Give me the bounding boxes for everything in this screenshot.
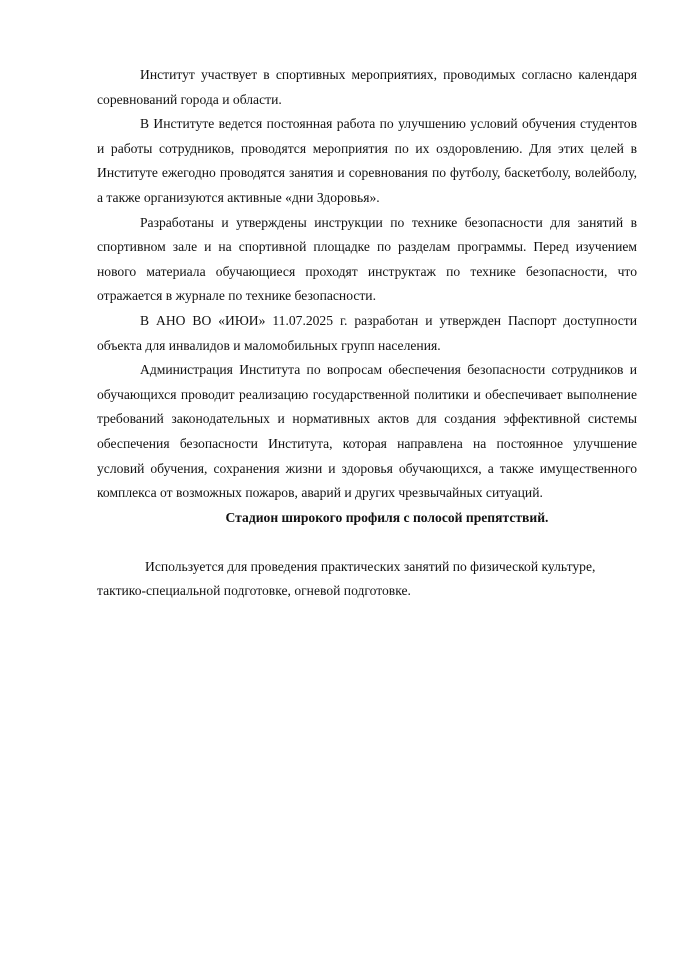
spacer <box>97 530 637 555</box>
document-page <box>97 63 637 604</box>
paragraph-stadium-usage: Используется для проведения практических занятий по физической культуре, тактико-специальной подготовке, огневой подготовке. <box>97 558 596 599</box>
section-heading-stadium: Стадион широкого профиля с полосой препятствий. <box>225 509 549 525</box>
paragraph-health-improvement: В Институте ведется постоянная работа по улучшению условий обучения студентов и работы сотрудников, проводятся мероприятия по их оздоровлению. Для этих целей в Институте ежегодно проводятся занятия и соревнования по футболу, баскетболу, волейболу, а также организуются активные «дни Здоровья». <box>97 116 637 205</box>
paragraph-sports-events: Институт участвует в спортивных мероприятиях, проводимых согласно календаря соревнований города и области. <box>97 67 637 107</box>
paragraph-safety-instructions: Разработаны и утверждены инструкции по технике безопасности для занятий в спортивном зале и на спортивной площадке по разделам программы. Перед изучением нового материала обучающиеся проходят инструктаж по технике безопасности, что отражается в журнале по технике безопасности. <box>97 214 637 304</box>
paragraph-accessibility-passport: В АНО ВО «ИЮИ» 11.07.2025 г. разработан и утвержден Паспорт доступности объекта для инвалидов и маломобильных групп населения. <box>97 312 637 353</box>
paragraph-administration-safety: Администрация Института по вопросам обеспечения безопасности сотрудников и обучающихся проводит реализацию государственной политики и обеспечивает выполнение требований законодательных и нормативных актов для создания эффективной системы обеспечения безопасности Института, которая направлена на постоянное улучшение условий обучения, сохранения жизни и здоровья обучающихся, а также имущественного комплекса от возможных пожаров, аварий и других чрезвычайных ситуаций. <box>97 362 637 501</box>
